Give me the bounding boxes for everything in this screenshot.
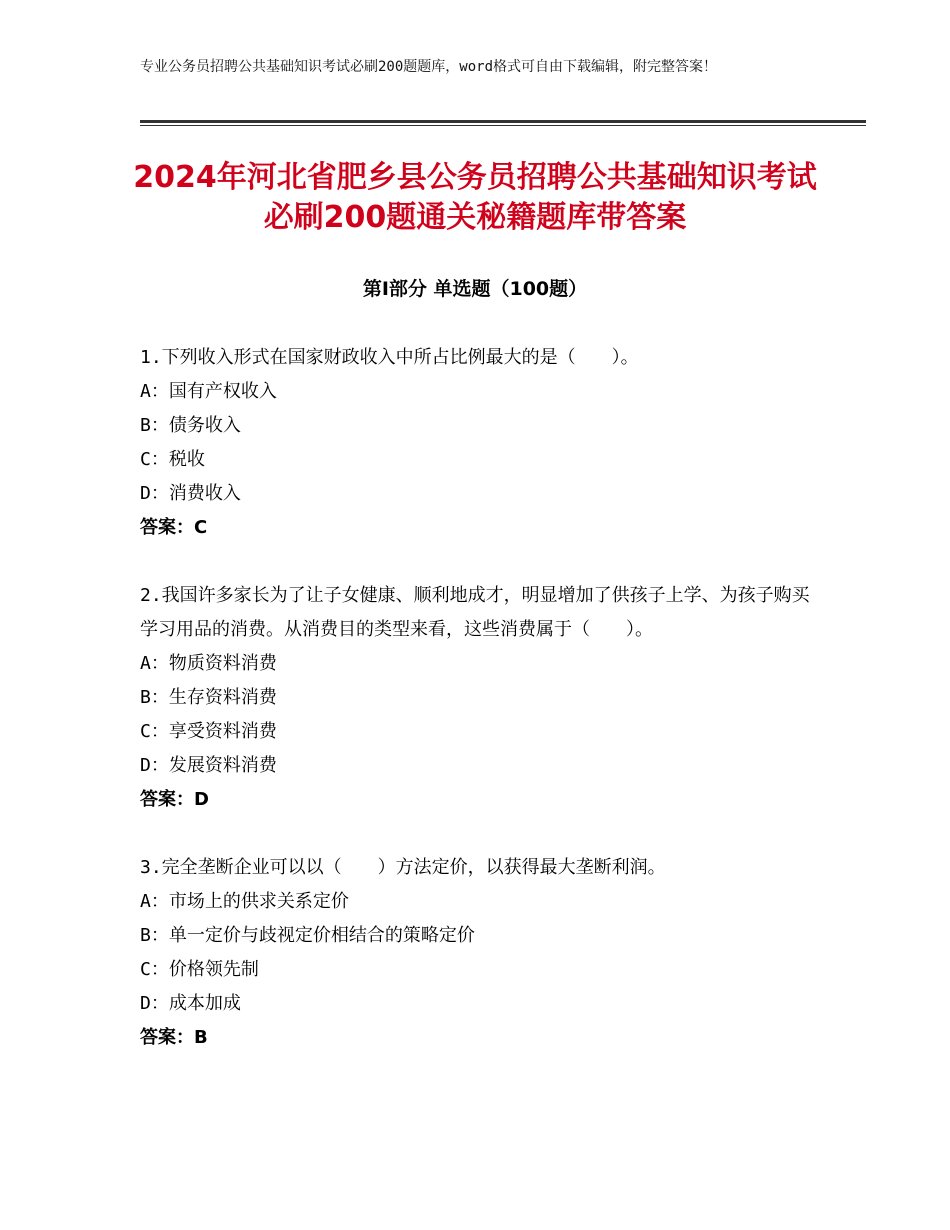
option-a: A：物质资料消费 <box>140 653 277 674</box>
question-1 <box>140 341 810 545</box>
option-d: D：发展资料消费 <box>140 755 277 776</box>
option-b: B：生存资料消费 <box>140 687 277 708</box>
option-c: C：享受资料消费 <box>140 721 277 742</box>
question-stem: 3.完全垄断企业可以以（ ）方法定价，以获得最大垄断利润。 <box>140 857 666 878</box>
option-c: C：税收 <box>140 449 205 470</box>
section-title: 第Ⅰ部分 单选题（100题） <box>362 278 588 300</box>
header-rule-thin <box>140 125 866 126</box>
option-d: D：消费收入 <box>140 483 241 504</box>
answer: 答案：D <box>140 789 209 810</box>
option-a: A：国有产权收入 <box>140 381 277 402</box>
document-title: 2024年河北省肥乡县公务员招聘公共基础知识考试必刷200题通关秘籍题库带答案 <box>133 160 817 235</box>
question-list <box>140 341 810 1089</box>
answer: 答案：C <box>140 517 208 538</box>
question-3 <box>140 851 810 1055</box>
header-rule-thick <box>140 120 866 123</box>
question-stem: 1.下列收入形式在国家财政收入中所占比例最大的是（ ）。 <box>140 347 639 368</box>
option-b: B：债务收入 <box>140 415 241 436</box>
option-b: B：单一定价与歧视定价相结合的策略定价 <box>140 925 475 946</box>
answer: 答案：B <box>140 1027 208 1048</box>
option-c: C：价格领先制 <box>140 959 259 980</box>
option-d: D：成本加成 <box>140 993 241 1014</box>
question-stem: 2.我国许多家长为了让子女健康、顺利地成才，明显增加了供孩子上学、为孩子购买学习用品的消费。从消费目的类型来看，这些消费属于（ ）。 <box>140 585 810 640</box>
question-2 <box>140 579 810 817</box>
option-a: A：市场上的供求关系定价 <box>140 891 349 912</box>
header-note: 专业公务员招聘公共基础知识考试必刷200题题库，word格式可自由下载编辑，附完整答案！ <box>140 59 717 75</box>
